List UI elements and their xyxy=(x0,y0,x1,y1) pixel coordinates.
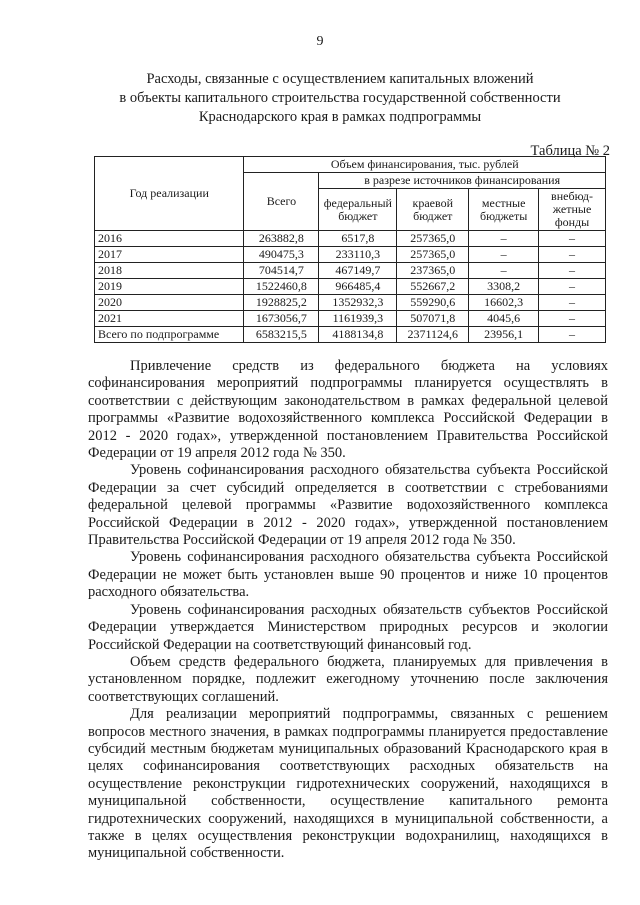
table-total-row xyxy=(95,327,606,343)
cell-extra: – xyxy=(539,263,606,279)
title-line: Краснодарского края в рамках подпрограммы xyxy=(198,109,482,125)
cell-extra: – xyxy=(539,247,606,263)
cell-federal: 467149,7 xyxy=(319,263,397,279)
cell-regional: 237365,0 xyxy=(397,263,469,279)
cell-regional: 507071,8 xyxy=(397,311,469,327)
document-title xyxy=(80,70,600,127)
cell-total: 263882,8 xyxy=(244,231,319,247)
cell-year: 2020 xyxy=(95,295,244,311)
cell-year: Всего по подпрограмме xyxy=(95,327,244,343)
table-row xyxy=(95,247,606,263)
cell-local: 23956,1 xyxy=(469,327,539,343)
cell-local: 3308,2 xyxy=(469,279,539,295)
title-line: Расходы, связанные с осуществлением капитальных вложений xyxy=(146,71,534,87)
cell-year: 2017 xyxy=(95,247,244,263)
table-row xyxy=(95,263,606,279)
paragraph: Объем средств федерального бюджета, планируемых для привлечения в установленном порядке, подлежит ежегодному уточнению после заключения соответствующих соглашений. xyxy=(88,653,608,705)
header-regional: краевой бюджет xyxy=(397,189,469,231)
header-by-source: в разрезе источников финансирования xyxy=(319,173,606,189)
cell-extra: – xyxy=(539,231,606,247)
cell-regional: 559290,6 xyxy=(397,295,469,311)
cell-federal: 6517,8 xyxy=(319,231,397,247)
paragraph: Привлечение средств из федерального бюджета на условиях софинансирования мероприятий подпрограммы планируется осуществлять в соответствии с действующим законодательством в рамках федеральной целевой программы «Развитие водохозяйственного комплекса Российской Федерации в 2012 - 2020 годах», утвержденной постановлением Правительства Российской Федерации от 19 апреля 2012 года № 350. xyxy=(88,358,608,462)
cell-local: 16602,3 xyxy=(469,295,539,311)
cell-local: 4045,6 xyxy=(469,311,539,327)
cell-local: – xyxy=(469,263,539,279)
cell-local: – xyxy=(469,231,539,247)
cell-extra: – xyxy=(539,311,606,327)
table-caption: Таблица № 2 xyxy=(530,143,610,159)
body-text xyxy=(88,358,608,863)
cell-federal: 1161939,3 xyxy=(319,311,397,327)
cell-extra: – xyxy=(539,279,606,295)
header-total: Всего xyxy=(244,173,319,231)
cell-year: 2019 xyxy=(95,279,244,295)
cell-total: 1522460,8 xyxy=(244,279,319,295)
cell-federal: 233110,3 xyxy=(319,247,397,263)
header-year: Год реализации xyxy=(95,157,244,231)
header-federal: федеральный бюджет xyxy=(319,189,397,231)
cell-total: 704514,7 xyxy=(244,263,319,279)
cell-federal: 4188134,8 xyxy=(319,327,397,343)
cell-total: 1928825,2 xyxy=(244,295,319,311)
paragraph: Уровень софинансирования расходного обязательства субъекта Российской Федерации за счет субсидий определяется в соответствии с стребованиями федеральной целевой программы «Развитие водохозяйственного комплекса Российской Федерации в 2012 - 2020 годах», утвержденной постановлением Правительства Российской Федерации от 19 апреля 2012 года № 350. xyxy=(88,462,608,549)
cell-year: 2018 xyxy=(95,263,244,279)
cell-regional: 257365,0 xyxy=(397,247,469,263)
cell-total: 6583215,5 xyxy=(244,327,319,343)
table-row xyxy=(95,279,606,295)
page-number: 9 xyxy=(316,34,324,49)
cell-extra: – xyxy=(539,327,606,343)
cell-regional: 2371124,6 xyxy=(397,327,469,343)
header-local: местные бюджеты xyxy=(469,189,539,231)
table-row xyxy=(95,231,606,247)
title-line: в объекты капитального строительства государственной собственности xyxy=(119,90,561,106)
table-row xyxy=(95,295,606,311)
header-extra: внебюд-жетные фонды xyxy=(539,189,606,231)
cell-regional: 257365,0 xyxy=(397,231,469,247)
cell-year: 2016 xyxy=(95,231,244,247)
financing-table xyxy=(94,156,606,343)
cell-year: 2021 xyxy=(95,311,244,327)
cell-federal: 966485,4 xyxy=(319,279,397,295)
cell-local: – xyxy=(469,247,539,263)
cell-regional: 552667,2 xyxy=(397,279,469,295)
paragraph: Уровень софинансирования расходного обязательства субъекта Российской Федерации не может быть установлен выше 90 процентов и ниже 10 процентов расходного обязательства. xyxy=(88,549,608,601)
cell-federal: 1352932,3 xyxy=(319,295,397,311)
table-row xyxy=(95,311,606,327)
header-volume: Объем финансирования, тыс. рублей xyxy=(244,157,606,173)
cell-total: 490475,3 xyxy=(244,247,319,263)
cell-extra: – xyxy=(539,295,606,311)
paragraph: Уровень софинансирования расходных обязательств субъектов Российской Федерации утверждается Министерством природных ресурсов и экологии Российской Федерации на соответствующий финансовый год. xyxy=(88,601,608,653)
paragraph: Для реализации мероприятий подпрограммы, связанных с решением вопросов местного значения, в рамках подпрограммы планируется предоставление субсидий местным бюджетам муниципальных образований Краснодарского края в целях софинансирования соответствующих расходных обязательств на осуществление реконструкции гидротехнических сооружений, находящихся в муниципальной собственности, осуществление капитального ремонта гидротехнических сооружений, находящихся в муниципальной собственности, а также в целях осуществления реконструкции водохранилищ, находящихся в муниципальной собственности. xyxy=(88,706,608,862)
cell-total: 1673056,7 xyxy=(244,311,319,327)
